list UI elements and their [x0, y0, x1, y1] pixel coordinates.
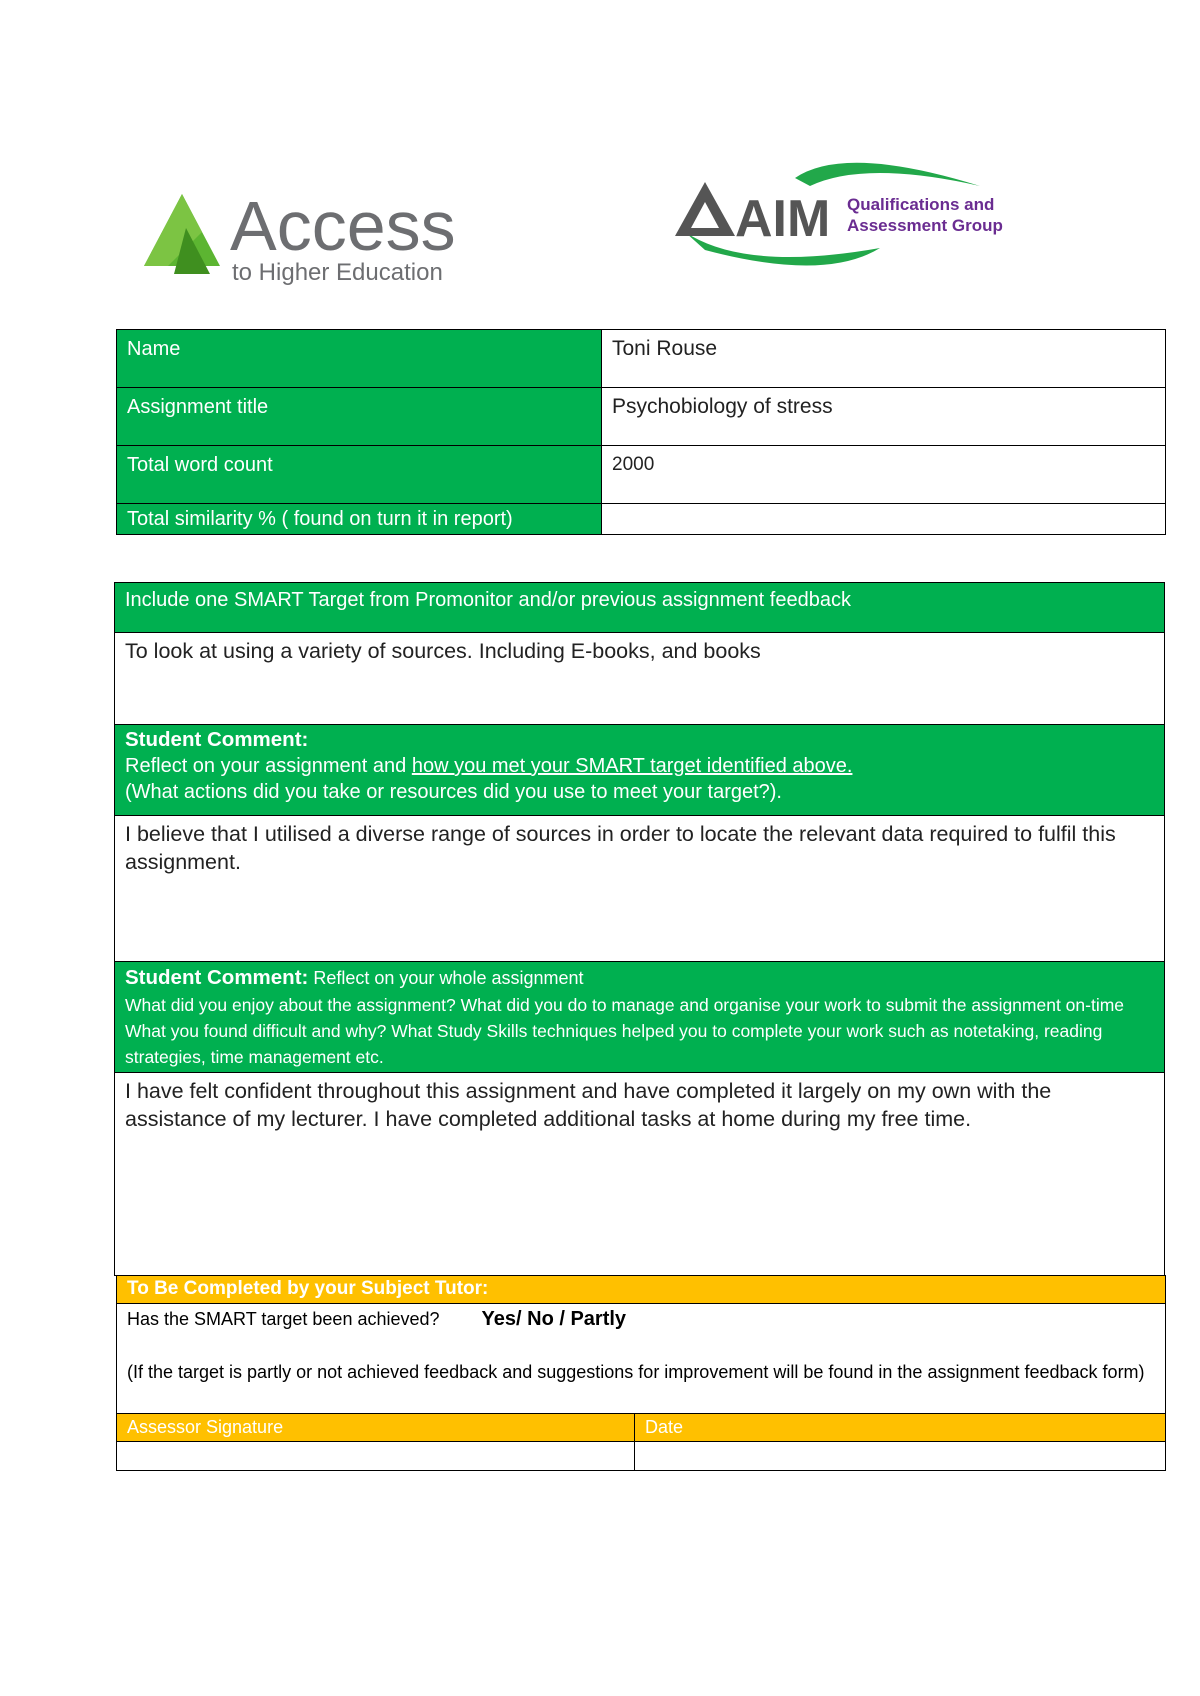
tutor-question: Has the SMART target been achieved?	[127, 1309, 440, 1329]
student-comment-2-answer[interactable]: I have felt confident throughout this assignment and have completed it largely on my own with the assistance of my lecturer. I have completed additional tasks at home during my free time.	[115, 1073, 1165, 1276]
tutor-body	[117, 1304, 1166, 1414]
assignment-title-value[interactable]: Psychobiology of stress	[602, 388, 1166, 446]
date-label: Date	[635, 1414, 1166, 1442]
assessor-signature-field[interactable]	[117, 1442, 635, 1471]
aim-swoosh-top-icon	[795, 163, 980, 186]
date-field[interactable]	[635, 1442, 1166, 1471]
tutor-options[interactable]: Yes/ No / Partly	[481, 1308, 627, 1330]
similarity-value[interactable]	[602, 504, 1166, 535]
access-logo-mark-icon	[144, 194, 220, 274]
access-logo	[140, 190, 490, 290]
access-logo-subtitle: to Higher Education	[232, 259, 443, 286]
word-count-label: Total word count	[117, 446, 602, 504]
student-comment-1-answer[interactable]: I believe that I utilised a diverse range of sources in order to locate the relevant data required to fulfil this assignment.	[115, 816, 1165, 962]
student-comment-2-title: Student Comment:	[125, 966, 309, 989]
tutor-header: To Be Completed by your Subject Tutor:	[117, 1276, 1166, 1304]
aim-triangle-icon	[675, 182, 735, 236]
student-comment-1-title: Student Comment:	[125, 728, 309, 751]
word-count-value[interactable]: 2000	[602, 446, 1166, 504]
similarity-label: Total similarity % ( found on turn it in report)	[117, 504, 602, 535]
access-logo-title: Access	[230, 190, 456, 265]
aim-logo-line2: Assessment Group	[847, 216, 1003, 235]
tutor-note: (If the target is partly or not achieved feedback and suggestions for improvement will be found in the assignment feedback form)	[127, 1362, 1145, 1382]
smart-target-answer[interactable]: To look at using a variety of sources. Including E-books, and books	[115, 633, 1165, 725]
student-comment-2-subtitle: Reflect on your whole assignment	[308, 968, 584, 988]
name-label: Name	[117, 330, 602, 388]
assignment-title-label: Assignment title	[117, 388, 602, 446]
details-table	[116, 329, 1166, 535]
reflection-table	[114, 582, 1165, 1276]
aim-logo-line1: Qualifications and	[847, 195, 995, 214]
student-comment-1-line1	[125, 753, 1154, 779]
smart-target-header: Include one SMART Target from Promonitor and/or previous assignment feedback	[115, 583, 1165, 633]
student-comment-2-header	[115, 962, 1165, 1073]
aim-logo	[675, 150, 1015, 280]
student-comment-1-prompt: Reflect on your assignment and	[125, 755, 412, 777]
name-value[interactable]: Toni Rouse	[602, 330, 1166, 388]
tutor-table	[116, 1275, 1166, 1471]
student-comment-1-header	[115, 725, 1165, 816]
student-comment-1-line2: (What actions did you take or resources did you use to meet your target?).	[125, 781, 782, 803]
aim-logo-title: AIM	[735, 190, 831, 248]
student-comment-1-link: how you met your SMART target identified above.	[411, 755, 853, 777]
assessor-signature-label: Assessor Signature	[117, 1414, 635, 1442]
student-comment-2-prompt: What did you enjoy about the assignment? What did you do to manage and organise your work to submit the assignment on-time What you found difficult and why? What Study Skills techniques helped you to complete your work such as notetaking, reading strategies, time management etc.	[125, 995, 1125, 1067]
